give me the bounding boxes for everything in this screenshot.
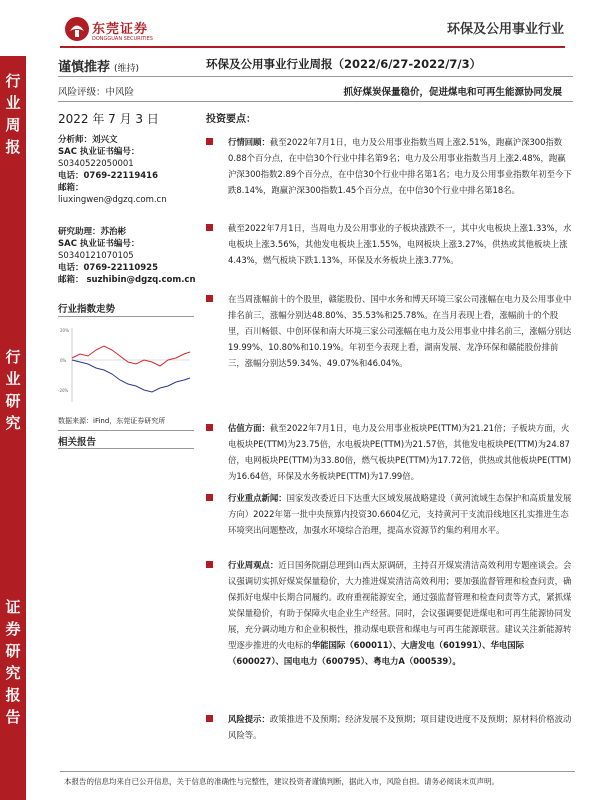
risk-rating: 风险评级：中风险 [58, 87, 135, 98]
rating: 谨慎推荐 (维持) [58, 60, 140, 75]
analyst-sac-label: SAC 执业证书编号： [58, 147, 140, 157]
section-top-stocks: 在当周涨幅前十的个股里，赣能股份、国中水务和博天环境三家公司涨幅在电力及公用事业中排名前三，涨幅分别达48.80%、35.53%和25.78%。在当月表现上看，涨幅前十的个股里，百川畅银、中创环保和南大环境三家公司涨幅在电力及公用事业中排名前三，涨幅分别达19.99%、10.80%和10.19%。年初至今表现上看，湖南发展、龙净环保和赣能股份排前三，涨幅分别达59.34%、49.07%和46.04%。 [206, 291, 572, 371]
assistant-sac-no: S0340121070105 [58, 251, 134, 261]
bullet-icon [206, 224, 213, 231]
section-market-review: 行情回顾：截至2022年7月1日，电力及公用事业指数当周上涨2.51%，跑赢沪深300指数0.88个百分点，在中信30个行业中排名第9名；电力及公用事业指数当月上涨2.48%，跑赢沪深300指数2.89个百分点，在中信30个行业中排名第1名；电力及公用事业指数年初至今下跌8.14%，跑赢沪深300指数1.45个百分点，在中信30个行业中排名第18名。 [206, 134, 572, 198]
assistant-phone: 电话：0769-22110925 [58, 263, 158, 273]
chart-source-divider [58, 430, 194, 431]
industry-index-chart [58, 320, 194, 414]
report-subtitle: 抓好煤炭保量稳价，促进煤电和可再生能源协同发展 [343, 87, 562, 98]
logo-emblem-icon [64, 16, 90, 42]
assistant-email[interactable]: 邮箱： suzhibin@dgzq.com.cn [58, 275, 196, 285]
logo-text-cn: 东莞证券 [92, 22, 149, 37]
assistant-sac-label: SAC 执业证书编号： [58, 239, 140, 249]
header-divider [60, 46, 565, 48]
chart-y-tick: 0% [60, 358, 67, 363]
sidebar-label-securities: 证券研究报告 [5, 598, 21, 726]
company-logo [62, 14, 162, 54]
analyst-phone: 电话：0769-22119416 [58, 171, 158, 181]
section-news: 行业重点新闻：国家发改委近日下达重大区域发展战略建设（黄河流域生态保护和高质量发展方向）2022年第一批中央预算内投资30.6604亿元，支持黄河干支流沿线地区扎实推进生态环境突出问题整改，加强水环境综合治理，提高水资源节约集约利用水平。 [206, 490, 572, 538]
assistant-name: 研究助理：苏治彬 [58, 227, 127, 237]
chart-title-divider [58, 316, 194, 317]
sidebar [0, 56, 26, 800]
report-title: 环保及公用事业行业周报（2022/6/27-2022/7/3） [206, 57, 482, 71]
analyst-sac-no: S0340522050001 [58, 159, 134, 169]
chart-source: 数据来源：iFind，东莞证券研究所 [58, 417, 166, 425]
related-reports-heading: 相关报告 [58, 437, 97, 448]
bullet-icon [206, 138, 213, 145]
section-valuation: 估值方面：截至2022年7月1日，电力及公用事业板块PE(TTM)为21.21倍；子板块方面，火电板块PE(TTM)为23.75倍，水电板块PE(TTM)为21.57倍，其他发电板块PE(TTM)为24.87倍，电网板块PE(TTM)为33.80倍，燃气板块PE(TTM)为17.72倍，供热或其他板块PE(TTM)为16.64倍，环保及水务板块PE(TTM)为17.99倍。 [206, 420, 572, 484]
chart-y-tick: 20% [60, 328, 69, 333]
chart-series-benchmark [72, 360, 190, 392]
related-divider [58, 448, 194, 449]
header-industry: 环保及公用事业行业 [446, 22, 564, 37]
section-subsector: 截至2022年7月1日，当周电力及公用事业的子板块涨跌不一，其中火电板块上涨1.33%，水电板块上涨3.56%，其他发电板块上涨1.55%，电网板块上涨3.27%，供热或其他板块上涨4.43%，燃气板块下跌1.13%，环保及水务板块上涨3.77%。 [206, 220, 572, 268]
sidebar-label-weekly: 行业周报 [5, 72, 21, 156]
chart-series-industry [72, 346, 190, 366]
analyst-email[interactable]: liuxingwen@dgzq.com.cn [58, 195, 167, 205]
analyst-info [58, 134, 167, 206]
report-date: 2022 年 7 月 3 日 [58, 112, 159, 126]
subtitle-divider [58, 101, 573, 102]
bullet-icon [206, 715, 213, 722]
bullet-icon [206, 561, 213, 568]
sidebar-label-research: 行业研究 [5, 348, 21, 432]
title-divider [58, 76, 573, 77]
bullet-icon [206, 494, 213, 501]
analyst-name: 分析师：刘兴文 [58, 135, 118, 145]
footer-divider [60, 771, 575, 772]
points-heading: 投资要点： [206, 114, 256, 125]
section-weekly-view: 行业周观点：近日国务院副总理到山西太原调研，主持召开煤炭清洁高效利用专题座谈会。会议强调切实抓好煤炭保量稳价，大力推进煤炭清洁高效利用；要加强监督管理和检查问责，确保抓好电煤中长期合同履约。政府重视能源安全，通过强监督管理和检查问责等方式，紧抓煤炭保量稳价，有助于保障火电企业生产经营。同时，会议强调要促进煤电和可再生能源协同发展，充分调动地方和企业积极性，推动煤电联营和煤电与可再生能源联营。建议关注新能源转型逐步推进的火电标的华能国际（600011）、大唐发电（601991）、华电国际（600027）、国电电力（600795）、粤电力A（000539）。 [206, 557, 572, 669]
assistant-info [58, 226, 196, 286]
footer-disclaimer: 本报告的信息均来自已公开信息，关于信息的准确性与完整性，建议投资者谨慎判断，据此入市，风险自担。请务必阅读末页声明。 [64, 777, 499, 786]
logo-text-en: DONGGUAN SECURITIES [92, 36, 153, 42]
analyst-email-label: 邮箱： [58, 183, 84, 193]
bullet-icon [206, 295, 213, 302]
bullet-icon [206, 424, 213, 431]
chart-y-tick: -20% [58, 388, 69, 393]
section-risk: 风险提示：政策推进不及预期；经济发展不及预期；项目建设进度不及预期；原材料价格波动风险等。 [206, 711, 572, 743]
chart-title: 行业指数走势 [58, 304, 116, 315]
